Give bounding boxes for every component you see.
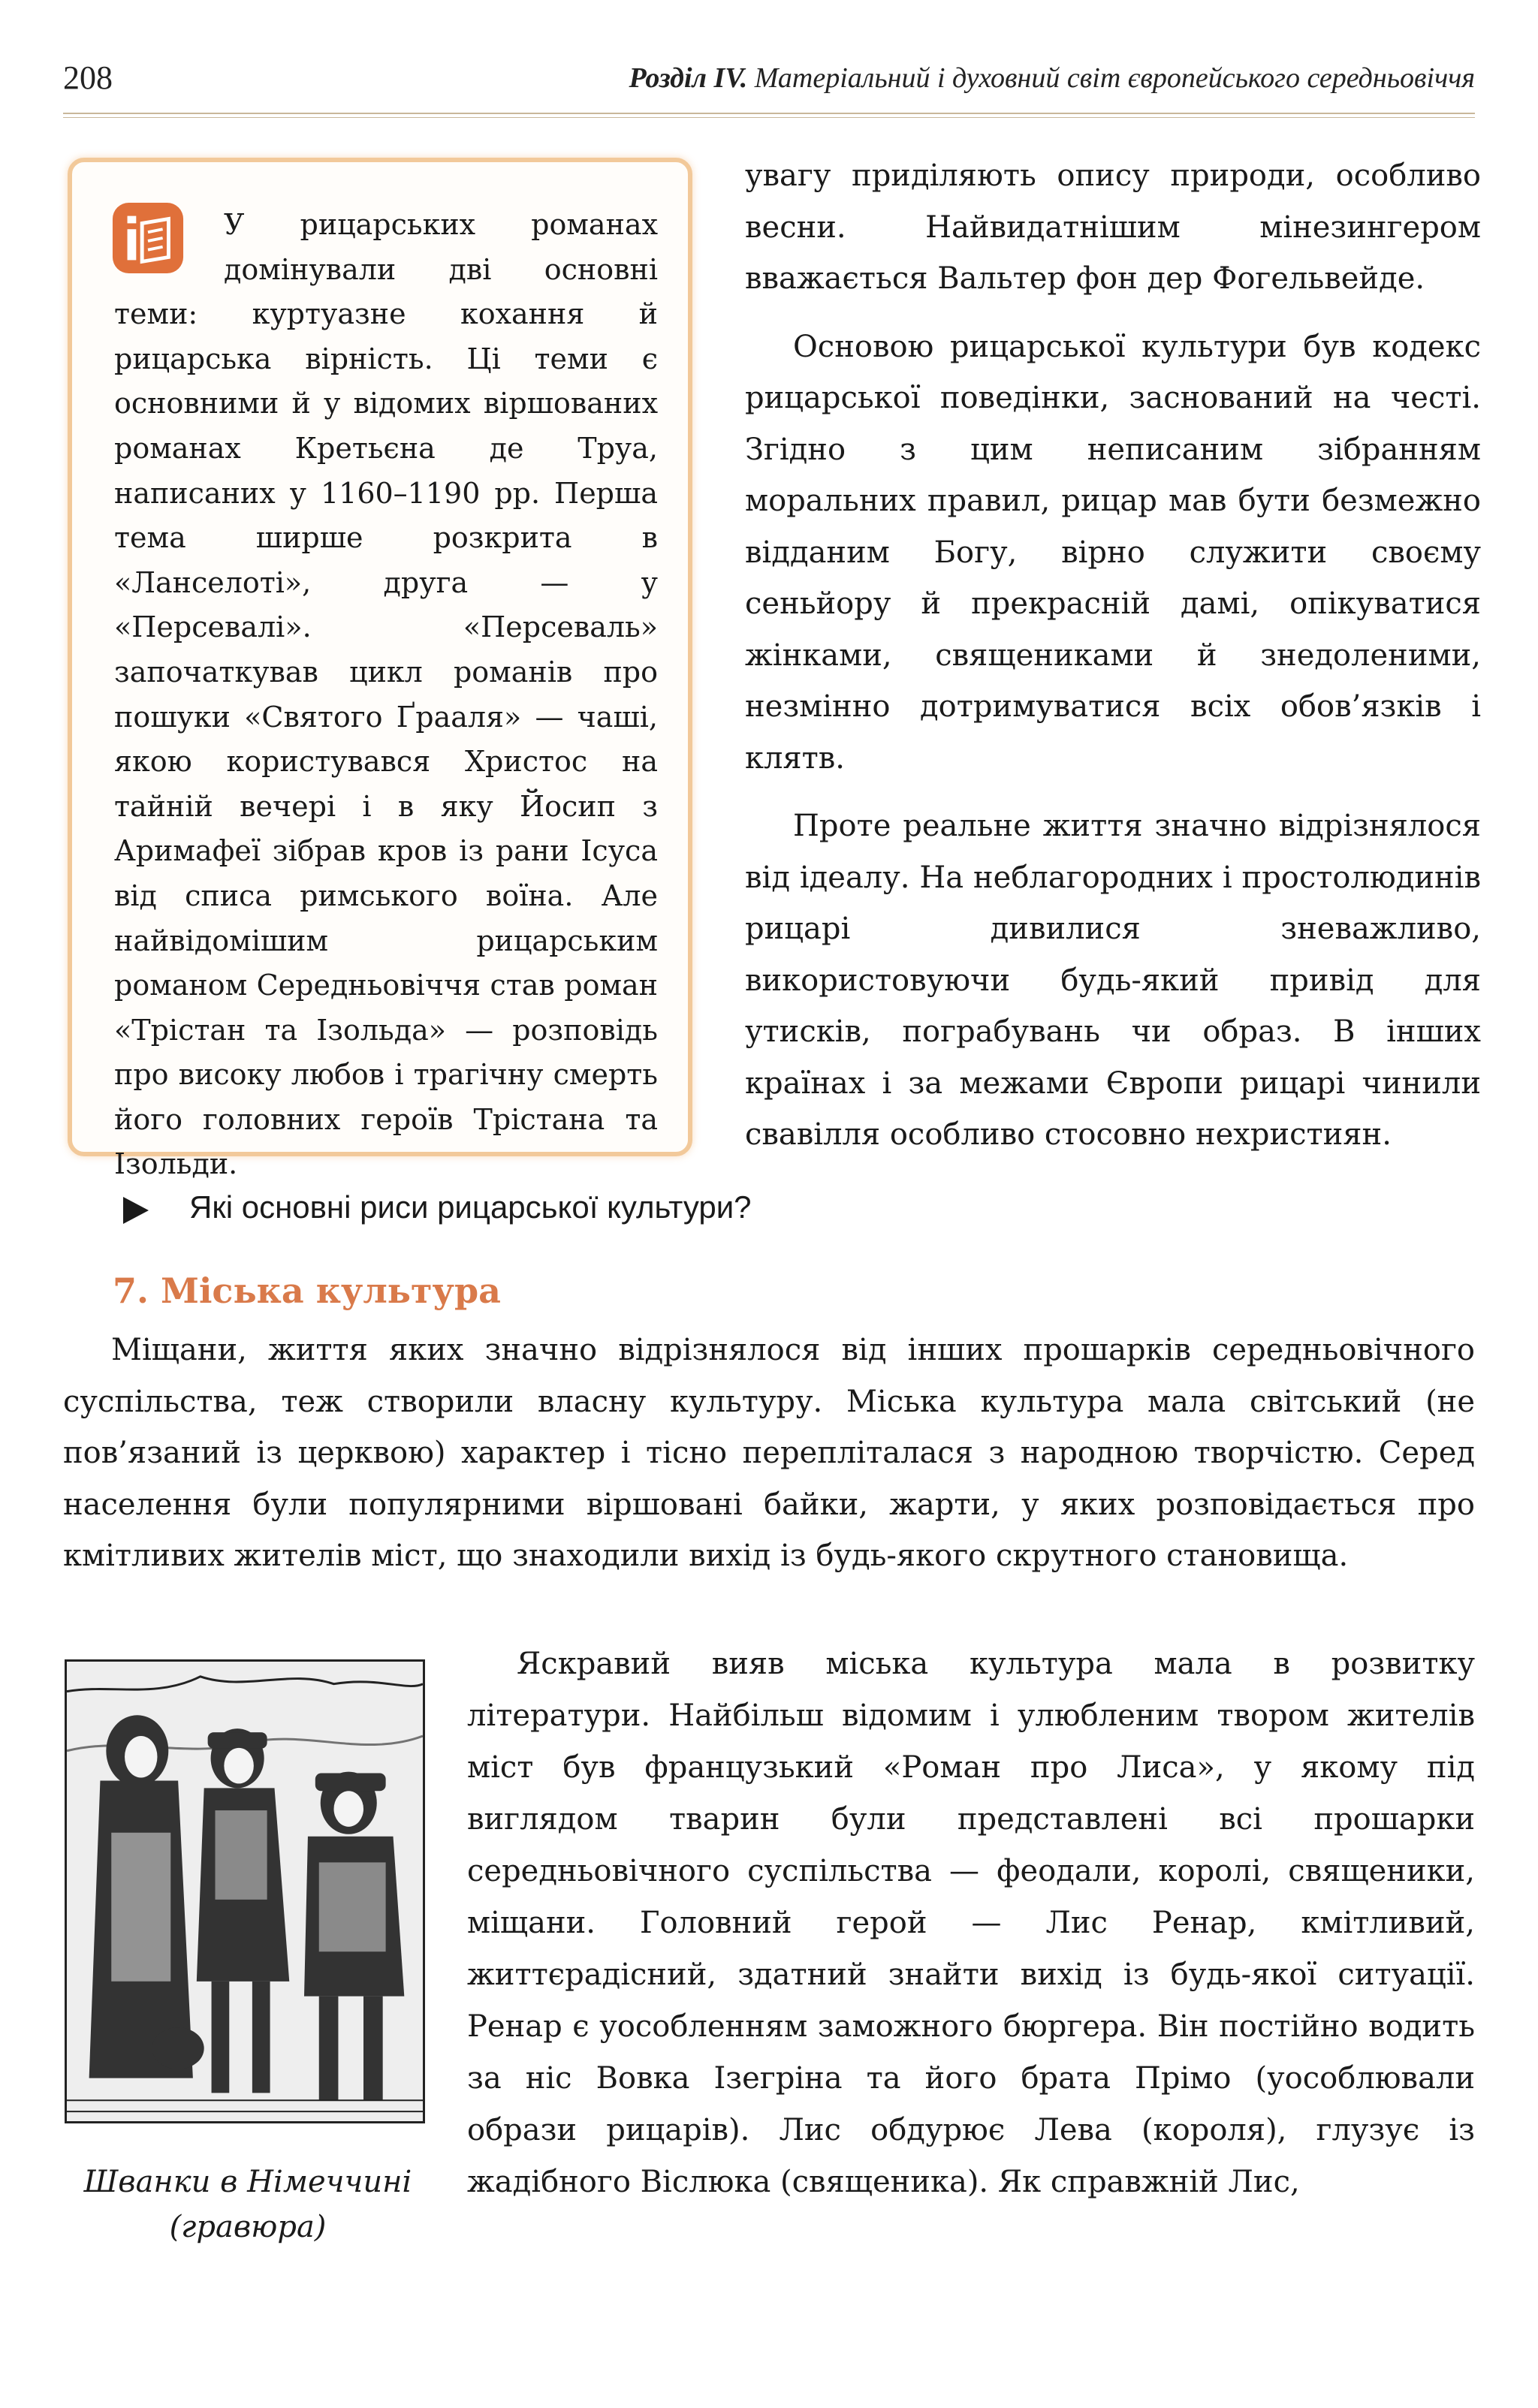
running-title — [629, 62, 1475, 95]
info-box-text: У рицарських романах домінували дві основні теми: куртуазне кохання й рицарська вірність. Ці теми є основними й у відомих віршованих романах Кретьєна де Труа, написаних у 1160–1190 рр. Перша тема ширше розкрита в «Ланселоті», друга — у «Персевалі». «Персеваль» започаткував цикл романів про пошуки «Святого Ґрааля» — чаші, якою користувався Христос на тайній вечері і в яку Йосип з Аримафеї зібрав кров із рани Ісуса від списа римського воїна. Але найвідомішим рицарським романом Середньовіччя став роман «Трістан та Ізольда» — розповідь про високу любов і трагічну смерть його головних героїв Трістана та Ізольди. — [114, 208, 658, 1181]
question-arrow-icon — [123, 1197, 149, 1224]
paragraph-reality: Проте реальне життя значно відрізнялося від ідеалу. На неблагородних і простолюдинів рицарі дивилися зневажливо, використовуючи будь-який привід для утисків, пограбувань чи образ. В інших країнах і за межами Європи рицарі чинили свавілля особливо стосовно нехристиян. — [745, 809, 1481, 1152]
page-header — [63, 59, 1475, 111]
info-box — [68, 158, 692, 1181]
engraving-illustration — [65, 1659, 425, 2123]
paragraph-continued: увагу приділяють опису природи, особливо весни. Найвидатнішим мінезингером вважається Вальтер фон дер Фогельвейде. — [745, 158, 1481, 296]
header-rule — [63, 113, 1475, 118]
caption-title: Шванки в Німеччині — [83, 2165, 412, 2199]
section-heading: 7. Міська культура — [113, 1270, 501, 1311]
figure-caption — [53, 2159, 443, 2250]
right-column — [745, 150, 1481, 1161]
paragraph-literature: Яскравий вияв міська культура мала в розвитку літератури. Найбільш відомим і улюбленим твором жителів міст був французький «Роман про Лиса», у якому під виглядом тварин були представлені всі прошарки середньовічного суспільства — феодали, королі, священики, міщани. Головний герой — Лис Ренар, кмітливий, життєрадісний, здатний знайти вихід із будь-якої ситуації. Ренар є уособленням заможного бюргера. Він постійно водить за ніс Вовка Ізегріна та його брата Прімо (уособлювали образи рицарів). Лис обдурює Лева (короля), глузує із жадібного Віслюка (священика). Як справжній Лис, — [467, 1647, 1475, 2199]
section-label: Розділ IV. — [629, 62, 748, 94]
review-question: Які основні риси рицарської культури? — [189, 1189, 752, 1225]
section-title: Матеріальний і духовний світ європейського середньовіччя — [754, 62, 1475, 94]
page-number: 208 — [63, 59, 113, 96]
paragraph-urban-culture: Міщани, життя яких значно відрізнялося від інших прошарків середньовічного суспільства, теж створили власну культуру. Міська культура мала світський (не пов’язаний із церквою) характер і тісно перепліталася з народною творчістю. Серед населення були популярними віршовані байки, жарти, у яких розповідається про кмітливих жителів міст, що знаходили вихід із будь-якого скрутного становища. — [63, 1333, 1475, 1573]
paragraph-knight-code: Основою рицарської культури був кодекс рицарської поведінки, заснований на честі. Згідно з цим неписаним зібранням моральних правил, рицар мав бути безмежно відданим Богу, вірно служити своєму сеньйору й прекрасній дамі, опікуватися жінками, священиками й знедоленими, незмінно дотримуватися всіх обов’язків і клятв. — [745, 329, 1481, 776]
caption-note: (гравюра) — [169, 2210, 327, 2244]
